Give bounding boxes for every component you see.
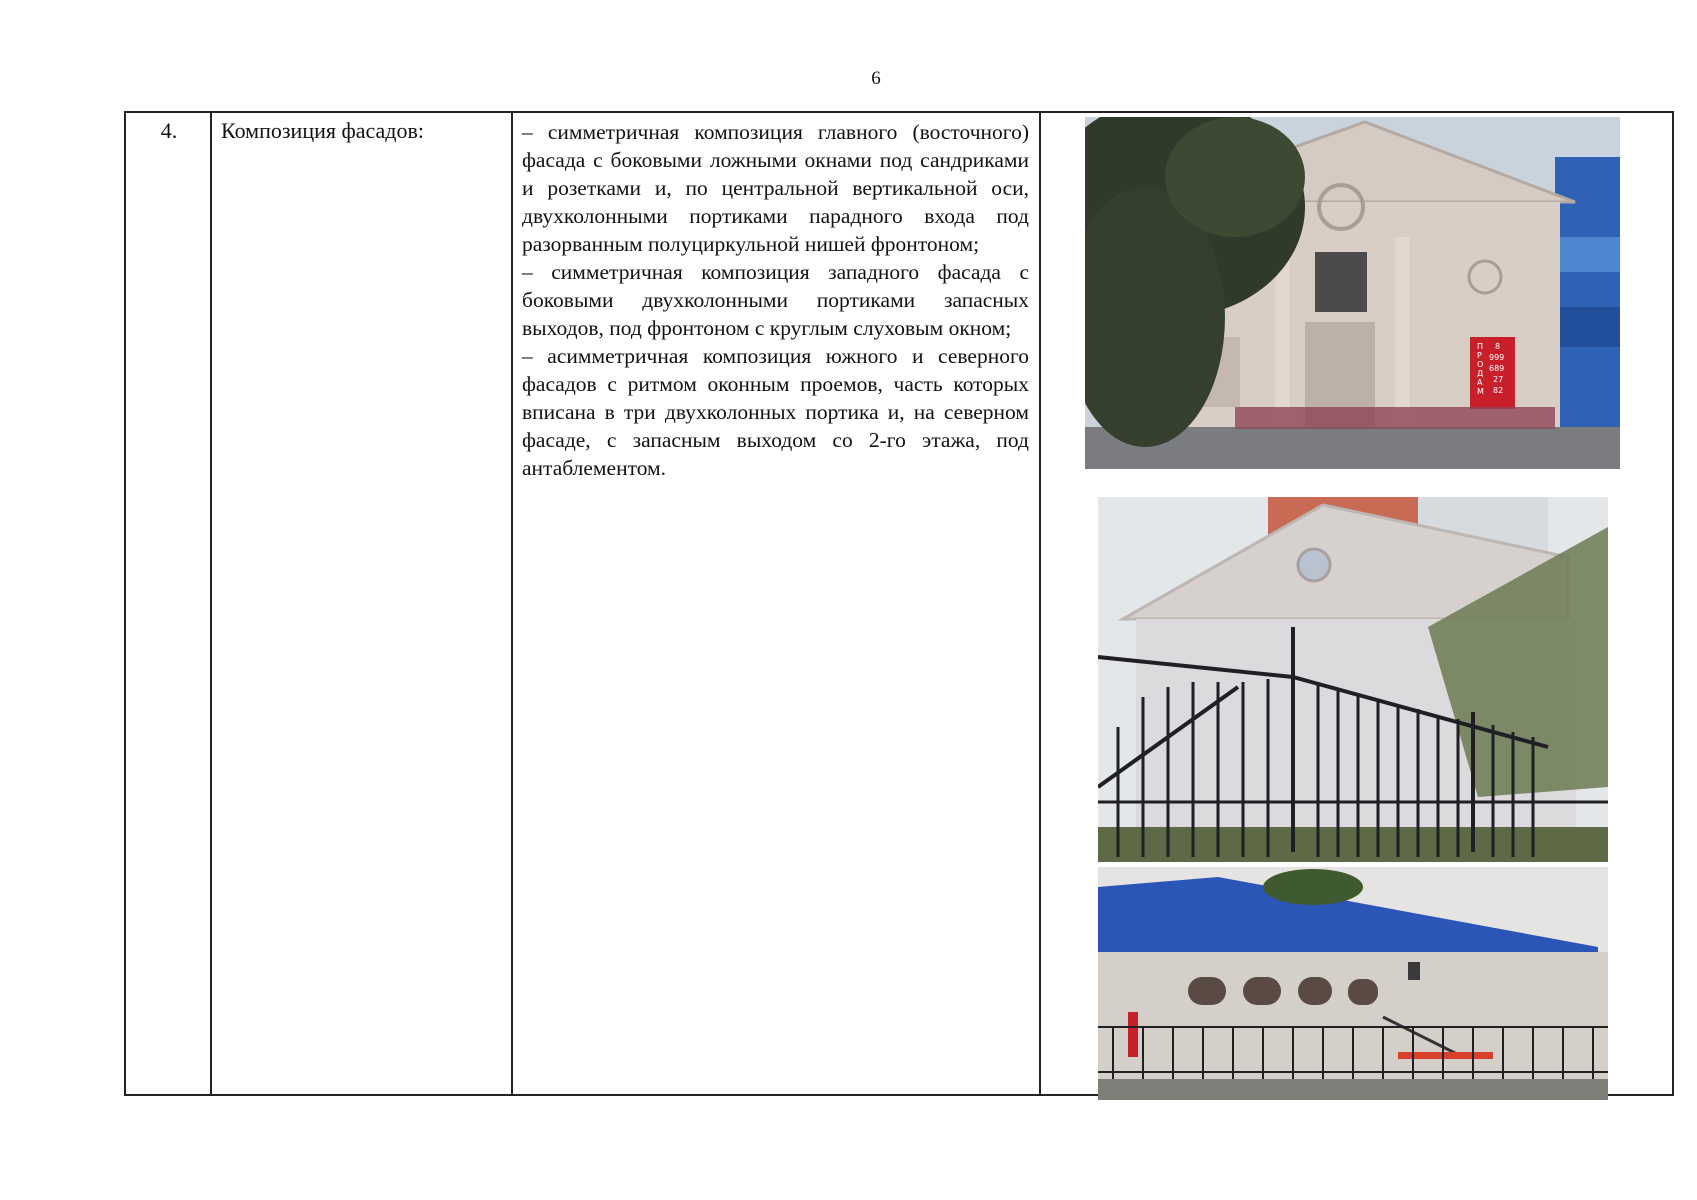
west-facade-text: – симметричная композиция западного фасада с боковыми двухколонными портиками запасных выходов, под фронтоном с круглым слуховым окном;: [522, 260, 1029, 340]
row-description: [522, 118, 1029, 482]
east-facade-text: – симметричная композиция главного (восточного) фасада с боковыми ложными окнами под сандриками и розетками и, по центральной вертикальной оси, двухколонными портиками парадного входа под разорванным полуциркульной нишей фронтоном;: [522, 120, 1029, 256]
south-north-facade-text: – асимметричная композиция южного и северного фасадов с ритмом оконным проемов, часть которых вписана в три двухколонных портика и, на северном фасаде, с запасным выходом со 2-го этажа, под антаблементом.: [522, 344, 1029, 480]
photo-north-facade: [1098, 867, 1608, 1100]
sign-letters: П Р О Д А М: [1477, 342, 1484, 396]
column-divider: [1039, 113, 1041, 1094]
row-number: 4.: [160, 118, 178, 143]
column-divider: [511, 113, 513, 1094]
sign-numbers: 8 999 689 27 82: [1489, 342, 1505, 395]
page-number: 6: [871, 68, 881, 89]
photo-east-facade: [1085, 117, 1620, 469]
column-divider: [210, 113, 212, 1094]
row-title: Композиция фасадов:: [221, 118, 424, 143]
photo-west-facade: [1098, 497, 1608, 862]
